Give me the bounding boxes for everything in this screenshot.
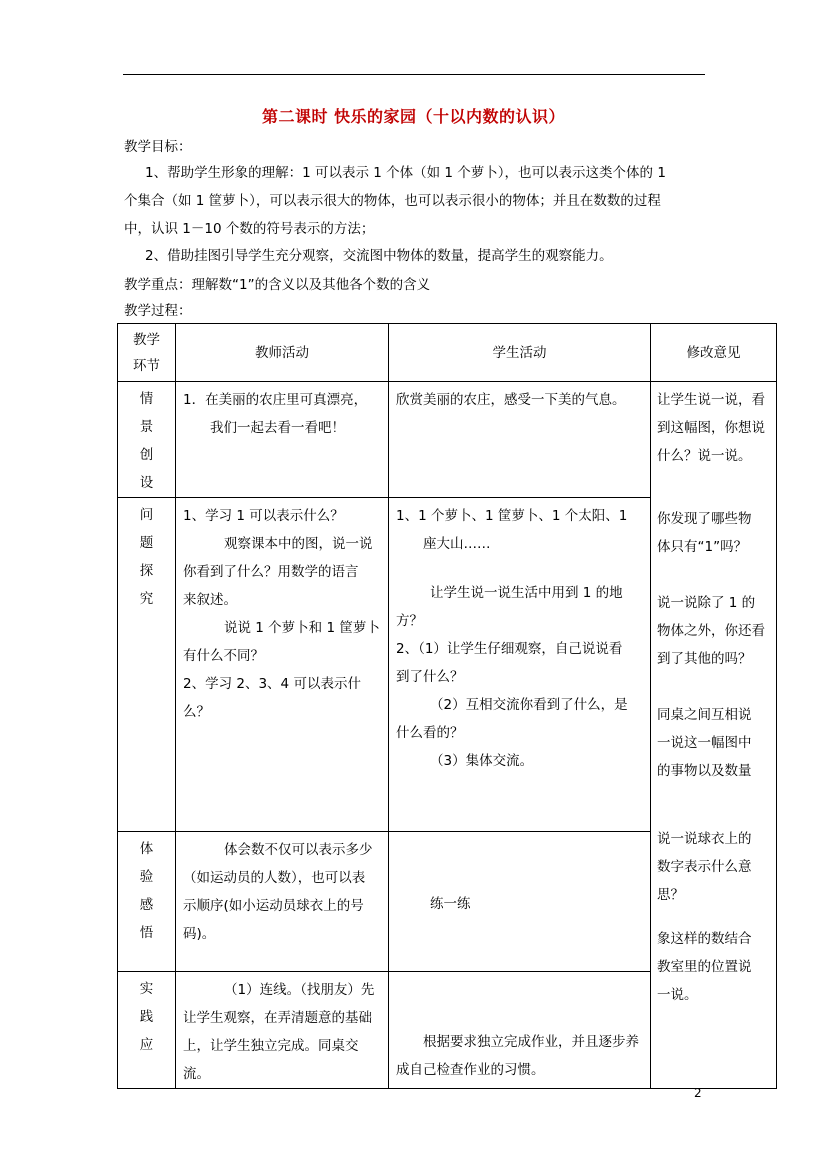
process-heading: 教学过程：	[124, 303, 192, 319]
revision-line: 什么？说一说。	[657, 448, 752, 464]
objective-line-1: 1、帮助学生形象的理解：1 可以表示 1 个体（如 1 个萝卜），也可以表示这类个体的 1	[145, 165, 666, 181]
student-line: （3）集体交流。	[430, 753, 534, 769]
teacher-activity-cell	[176, 832, 389, 972]
stage-cell	[118, 832, 176, 972]
revision-line: 思？	[657, 887, 684, 903]
revision-line: 的事物以及数量	[657, 763, 752, 779]
student-line: 1、1 个萝卜、1 筐萝卜、1 个太阳、1	[396, 508, 628, 524]
revision-line: 象这样的数结合	[657, 931, 752, 947]
stage-char: 感	[139, 897, 154, 913]
revision-spacer	[657, 813, 770, 825]
teacher-line: 1．在美丽的农庄里可真漂亮，	[183, 392, 368, 408]
revision-line: 物体之外，你还看	[657, 623, 765, 639]
teacher-line: 2、学习 2、3、4 可以表示什么？	[183, 676, 361, 720]
student-line: 方？	[396, 613, 423, 629]
revision-line: 一说这一幅图中	[657, 735, 752, 751]
teacher-activity-cell	[176, 382, 389, 498]
stage-char: 应	[139, 1037, 154, 1053]
stage-char: 设	[139, 475, 154, 491]
page-number: 2	[694, 1086, 702, 1100]
objective-line-4: 2、借助挂图引导学生充分观察，交流图中物体的数量，提高学生的观察能力。	[145, 248, 613, 264]
teacher-line: 示顺序(如小运动员球衣上的号	[183, 898, 364, 914]
key-point: 教学重点：理解数“1”的含义以及其他各个数的含义	[124, 277, 431, 293]
student-line: 练一练	[430, 895, 471, 912]
revision-line: 一说。	[657, 987, 698, 1003]
revision-line: 说一说除了 1 的	[657, 595, 756, 611]
teacher-line: （1）连线。（找朋友）先	[224, 982, 375, 998]
header-student: 学生活动	[389, 324, 651, 382]
student-activity-cell	[389, 832, 651, 972]
revision-line: 体只有“1”吗？	[657, 539, 748, 555]
table-row	[118, 382, 777, 498]
revision-line: 到这幅图，你想说	[657, 420, 765, 436]
student-line: 座大山……	[423, 536, 491, 552]
student-line: 欣赏美丽的农庄，感受一下美的气息。	[396, 392, 626, 408]
teacher-line: 有什么不同？	[183, 648, 264, 664]
student-line: 2、（1）让学生仔细观察，自己说说看	[396, 641, 623, 657]
student-line: 什么看的？	[396, 725, 464, 741]
stage-char: 体	[139, 841, 154, 857]
lesson-title: 第二课时 快乐的家园（十以内数的认识）	[261, 107, 566, 126]
revision-spacer	[657, 785, 770, 813]
student-activity-cell	[389, 382, 651, 498]
objective-line-2: 个集合（如 1 筐萝卜），可以表示很大的物体，也可以表示很小的物体；并且在数数的过程	[124, 193, 661, 209]
teacher-line: 1、学习 1 可以表示什么？	[183, 508, 344, 524]
teacher-activity-cell	[176, 498, 389, 832]
teacher-line: 来叙述。	[183, 592, 237, 608]
teacher-line: 你看到了什么？用数学的语言	[183, 564, 359, 580]
objective-line-3: 中，认识 1－10 个数的符号表示的方法；	[124, 221, 375, 237]
header-stage-line2: 环节	[133, 357, 160, 374]
header-stage-line1: 教学	[133, 331, 160, 348]
header-stage	[118, 324, 176, 382]
revision-line: 让学生说一说，看	[657, 392, 765, 408]
stage-cell	[118, 972, 176, 1089]
teacher-line: 上，让学生独立完成。同桌交流。	[183, 1038, 359, 1082]
teacher-line: （如运动员的人数），也可以表	[183, 870, 366, 886]
revision-spacer	[657, 498, 770, 505]
student-line: 到了什么？	[396, 669, 464, 685]
student-activity-cell	[389, 972, 651, 1089]
revision-line: 到了其他的吗？	[657, 651, 752, 667]
stage-char: 情	[139, 391, 154, 407]
student-line: 让学生说一说生活中用到 1 的地	[430, 585, 623, 601]
header-teacher: 教师活动	[176, 324, 389, 382]
table-header-row	[118, 324, 777, 382]
revision-line: 数字表示什么意	[657, 859, 752, 875]
revision-spacer	[657, 470, 770, 498]
revision-spacer	[657, 561, 770, 589]
student-line: 成自己检查作业的习惯。	[396, 1062, 545, 1078]
teacher-line: 观察课本中的图，说一说	[224, 536, 373, 552]
student-activity-cell	[389, 498, 651, 832]
stage-char: 景	[139, 419, 154, 435]
revision-line: 说一说球衣上的	[657, 831, 752, 847]
stage-char: 创	[139, 447, 154, 463]
stage-char: 问	[139, 507, 154, 523]
teacher-line: 我们一起去看一看吧！	[210, 420, 345, 436]
stage-cell	[118, 498, 176, 832]
stage-char: 探	[139, 563, 154, 579]
stage-cell	[118, 382, 176, 498]
stage-char: 验	[139, 869, 154, 885]
teacher-line: 码)。	[183, 926, 216, 942]
revision-line: 教室里的位置说	[657, 959, 752, 975]
student-line: （2）互相交流你看到了什么，是	[430, 697, 628, 713]
objectives-heading: 教学目标：	[124, 139, 192, 155]
student-line: 根据要求独立完成作业，并且逐步养	[423, 1034, 639, 1050]
stage-char: 践	[139, 1009, 154, 1025]
student-spacer	[396, 558, 644, 579]
revision-line: 你发现了哪些物	[657, 511, 752, 527]
revision-notes-cell	[651, 382, 777, 1089]
stage-char: 题	[139, 535, 154, 551]
revision-spacer	[657, 909, 770, 925]
revision-line: 同桌之间互相说	[657, 707, 752, 723]
lesson-plan-table	[117, 323, 777, 1089]
stage-char: 究	[139, 591, 154, 607]
teacher-line: 让学生观察，在弄清题意的基础	[183, 1010, 372, 1026]
stage-char: 悟	[139, 925, 154, 941]
teacher-line: 体会数不仅可以表示多少	[224, 842, 373, 858]
teacher-line: 说说 1 个萝卜和 1 筐萝卜	[224, 620, 380, 636]
header-rule	[123, 74, 705, 75]
revision-spacer	[657, 673, 770, 701]
teacher-activity-cell	[176, 972, 389, 1089]
stage-char: 实	[139, 981, 154, 997]
header-revision: 修改意见	[651, 324, 777, 382]
